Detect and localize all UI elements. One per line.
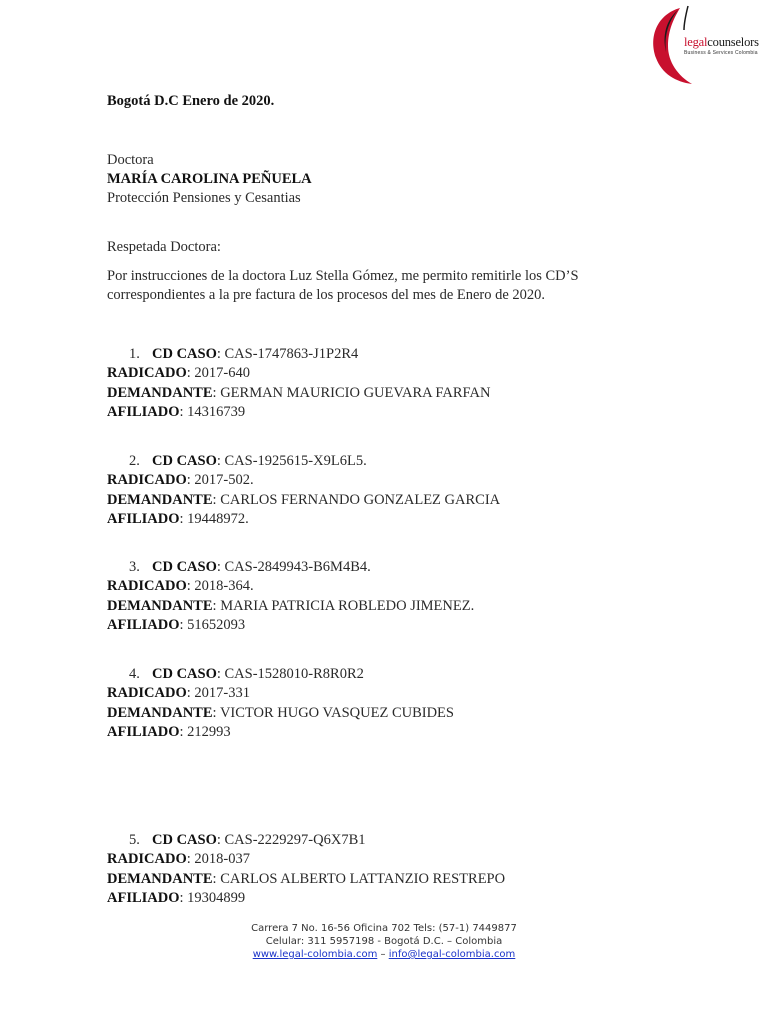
demandante-label: DEMANDANTE <box>107 870 213 887</box>
afiliado-label: AFILIADO <box>107 889 180 906</box>
company-logo <box>640 0 768 92</box>
body-line-2: correspondientes a la pre factura de los procesos del mes de Enero de 2020. <box>107 287 546 303</box>
demandante-label: DEMANDANTE <box>107 491 213 508</box>
cd-caso-label: CD CASO <box>152 453 217 469</box>
demandante-value: GERMAN MAURICIO GUEVARA FARFAN <box>220 384 491 401</box>
demandante-label: DEMANDANTE <box>107 384 213 401</box>
demandante-value: CARLOS FERNANDO GONZALEZ GARCIA <box>220 491 501 508</box>
footer-phone: Celular: 311 5957198 - Bogotá D.C. – Colombia <box>265 936 503 947</box>
case-number: 4. <box>129 666 140 682</box>
cd-caso-label: CD CASO <box>152 346 217 362</box>
body-line-1: Por instrucciones de la doctora Luz Stella Gómez, me permito remitirle los CD’S <box>107 268 579 284</box>
radicado-value: 2018-364. <box>194 578 254 595</box>
case-number: 2. <box>129 453 140 469</box>
afiliado-label: AFILIADO <box>107 616 180 633</box>
salutation: Respetada Doctora: <box>107 239 221 255</box>
afiliado-value: 19448972. <box>187 510 249 527</box>
recipient-title: Doctora <box>107 152 154 168</box>
demandante-label: DEMANDANTE <box>107 597 213 614</box>
demandante-value: VICTOR HUGO VASQUEZ CUBIDES <box>219 704 454 721</box>
logo-tagline: Business & Services Colombia <box>684 49 758 56</box>
demandante-label: DEMANDANTE <box>107 704 213 721</box>
cd-caso-value: CAS-2229297-Q6X7B1 <box>224 832 366 848</box>
logo-word-legal: legal <box>684 35 708 49</box>
afiliado-value: 19304899 <box>187 889 246 906</box>
case-number: 3. <box>129 559 140 575</box>
afiliado-label: AFILIADO <box>107 403 180 420</box>
cd-caso-value: CAS-2849943-B6M4B4. <box>224 559 371 575</box>
radicado-value: 2017-640 <box>194 365 250 382</box>
radicado-label: RADICADO <box>107 472 187 489</box>
case-number: 1. <box>129 346 140 362</box>
afiliado-value: 14316739 <box>187 403 246 420</box>
recipient-name: MARÍA CAROLINA PEÑUELA <box>107 171 312 187</box>
afiliado-label: AFILIADO <box>107 723 180 740</box>
radicado-value: 2018-037 <box>194 851 250 868</box>
radicado-value: 2017-502. <box>194 472 254 489</box>
demandante-value: CARLOS ALBERTO LATTANZIO RESTREPO <box>220 870 506 887</box>
demandante-value: MARIA PATRICIA ROBLEDO JIMENEZ. <box>220 597 475 614</box>
case-number: 5. <box>129 832 140 848</box>
afiliado-label: AFILIADO <box>107 510 180 527</box>
footer-separator: – <box>380 949 386 960</box>
case-item: 5. CD CASO: CAS-2229297-Q6X7B1 RADICADO: 2018-037 DEMANDANTE: CARLOS ALBERTO LATTANZIO RESTREPO AFILIADO: 19304899 <box>107 832 506 906</box>
cd-caso-value: CAS-1925615-X9L6L5. <box>224 453 367 469</box>
date-line: Bogotá D.C Enero de 2020. <box>107 93 275 109</box>
email-link[interactable]: info@legal-colombia.com <box>388 949 516 960</box>
radicado-label: RADICADO <box>107 851 187 868</box>
radicado-label: RADICADO <box>107 685 187 702</box>
case-item: 4. CD CASO: CAS-1528010-R8R0R2 RADICADO: 2017-331 DEMANDANTE: VICTOR HUGO VASQUEZ CUBIDES AFILIADO: 212993 <box>107 666 454 740</box>
body-paragraph <box>107 267 661 305</box>
cd-caso-value: CAS-1747863-J1P2R4 <box>224 346 359 362</box>
cd-caso-value: CAS-1528010-R8R0R2 <box>224 666 364 682</box>
case-item: 3. CD CASO: CAS-2849943-B6M4B4. RADICADO: 2018-364. DEMANDANTE: MARIA PATRICIA ROBLEDO JIMENEZ. AFILIADO: 51652093 <box>107 559 475 633</box>
footer-address: Carrera 7 No. 16-56 Oficina 702 Tels: (57-1) 7449877 <box>251 923 517 934</box>
radicado-value: 2017-331 <box>194 685 250 702</box>
cd-caso-label: CD CASO <box>152 559 217 575</box>
radicado-label: RADICADO <box>107 365 187 382</box>
cd-caso-label: CD CASO <box>152 832 217 848</box>
radicado-label: RADICADO <box>107 578 187 595</box>
logo-wordmark <box>684 36 759 56</box>
case-item: 2. CD CASO: CAS-1925615-X9L6L5. RADICADO: 2017-502. DEMANDANTE: CARLOS FERNANDO GONZALEZ GARCIA AFILIADO: 19448972. <box>107 453 501 527</box>
letter-footer <box>0 922 768 961</box>
website-link[interactable]: www.legal-colombia.com <box>252 949 378 960</box>
afiliado-value: 51652093 <box>187 616 246 633</box>
cd-caso-label: CD CASO <box>152 666 217 682</box>
logo-word-counselors: counselors <box>707 35 759 49</box>
recipient-company: Protección Pensiones y Cesantias <box>107 190 301 206</box>
afiliado-value: 212993 <box>187 723 231 740</box>
case-item: 1. CD CASO: CAS-1747863-J1P2R4 RADICADO: 2017-640 DEMANDANTE: GERMAN MAURICIO GUEVARA FARFAN AFILIADO: 14316739 <box>107 346 491 420</box>
